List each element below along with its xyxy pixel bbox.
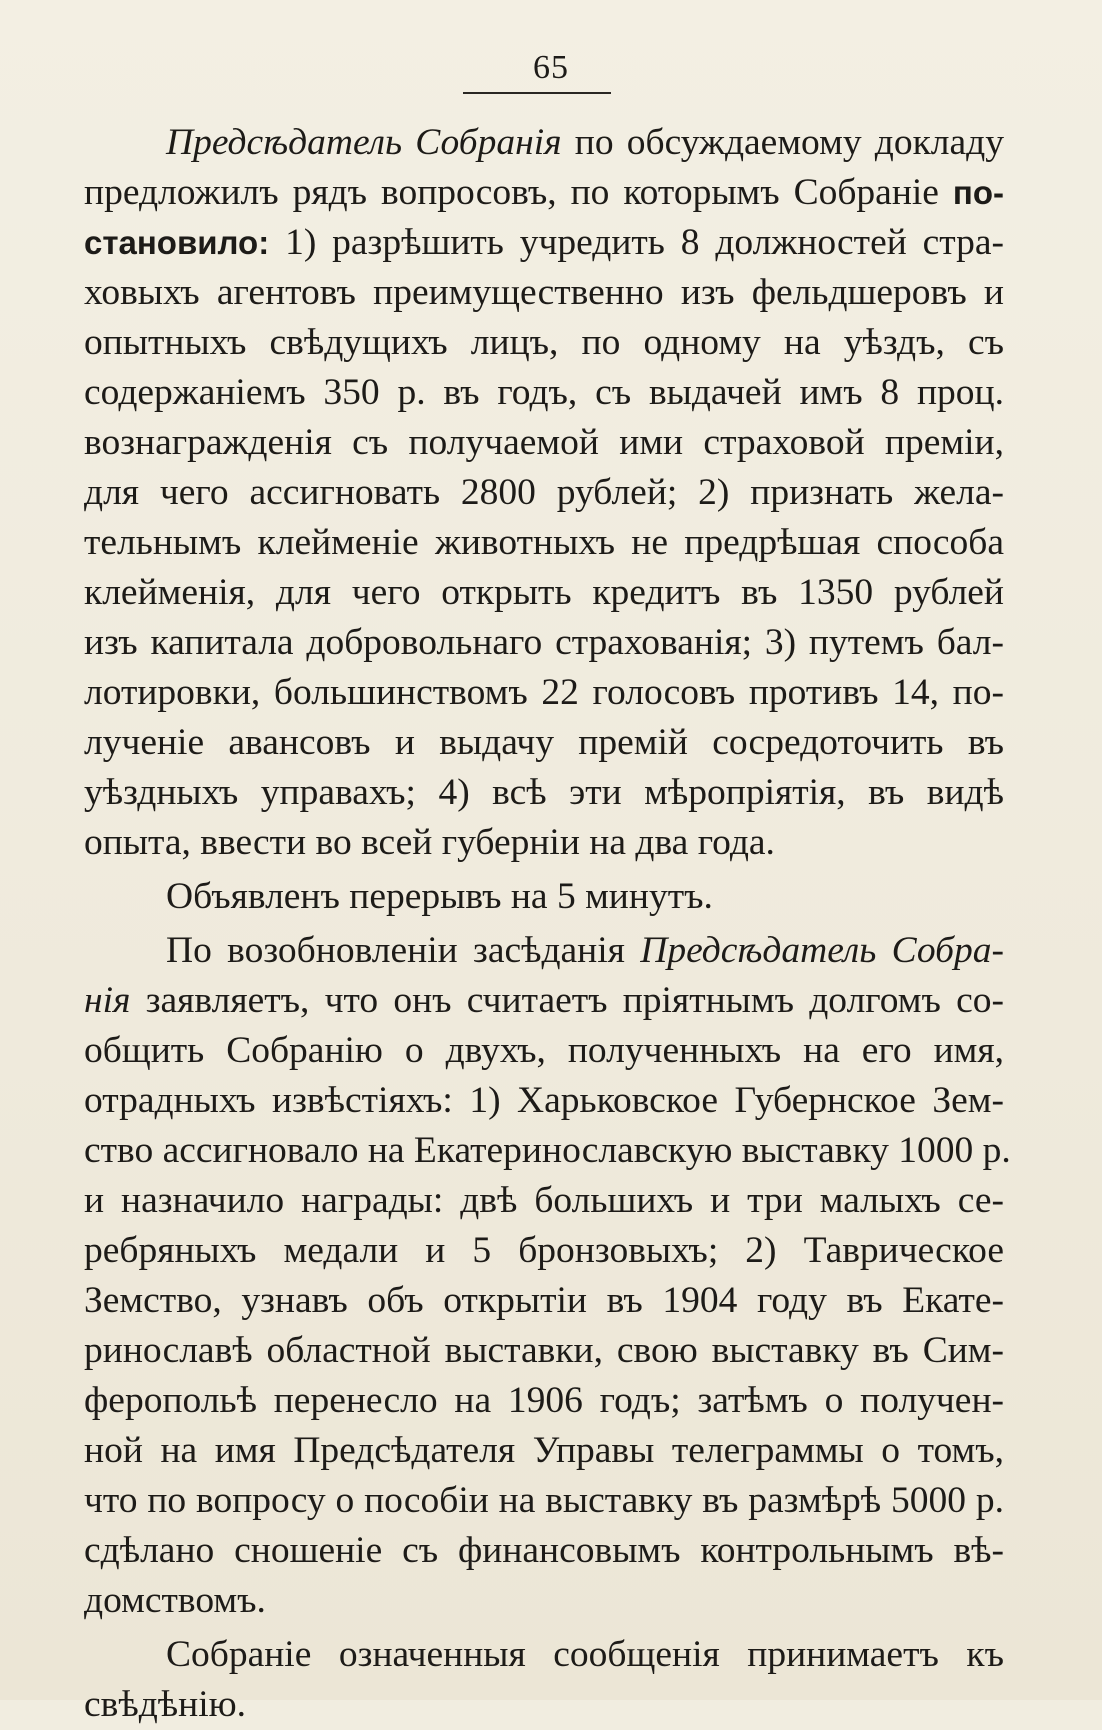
text-line bbox=[84, 872, 1004, 922]
text-line bbox=[84, 926, 1004, 976]
italic-text: нія bbox=[84, 980, 131, 1021]
text-line bbox=[84, 568, 1004, 618]
text-run: предложилъ рядъ вопросовъ, по которымъ Собраніе bbox=[84, 172, 953, 213]
bold-text: становило: bbox=[84, 224, 270, 261]
text-line bbox=[84, 976, 1004, 1026]
text-run: заявляетъ, что онъ считаетъ пріятнымъ долгомъ со- bbox=[130, 980, 1004, 1021]
text-run: ховыхъ агентовъ преимущественно изъ фельдшеровъ и bbox=[84, 272, 1004, 313]
body-text bbox=[84, 118, 1011, 1730]
text-line bbox=[84, 1326, 1004, 1376]
text-run: феропольѣ перенесло на 1906 годъ; затѣмъ о получен- bbox=[84, 1380, 1004, 1421]
text-line bbox=[84, 418, 1004, 468]
text-run: опыта, ввести во всей губерніи на два года. bbox=[84, 822, 775, 863]
text-line bbox=[84, 318, 1004, 368]
text-line bbox=[84, 1126, 1011, 1176]
paragraph bbox=[84, 926, 1011, 1626]
text-run: сдѣлано сношеніе съ финансовымъ контрольнымъ вѣ- bbox=[84, 1530, 1004, 1571]
text-run: вознагражденія съ получаемой ими страховой преміи, bbox=[84, 422, 1004, 463]
text-line bbox=[84, 1376, 1004, 1426]
text-line bbox=[84, 1476, 1004, 1526]
text-run: Собраніе означенныя сообщенія принимаетъ къ bbox=[166, 1634, 1004, 1675]
bold-text: по- bbox=[952, 174, 1004, 211]
text-line bbox=[84, 1630, 1004, 1680]
text-line bbox=[84, 368, 1004, 418]
text-run: уѣздныхъ управахъ; 4) всѣ эти мѣропріятія, въ видѣ bbox=[84, 772, 1004, 813]
text-run: ребряныхъ медали и 5 бронзовыхъ; 2) Таврическое bbox=[84, 1230, 1004, 1271]
text-line bbox=[84, 1426, 1004, 1476]
text-run: изъ капитала добровольнаго страхованія; 3) путемъ бал- bbox=[84, 622, 1004, 663]
text-line bbox=[84, 518, 1004, 568]
paragraph bbox=[84, 118, 1004, 868]
text-run: ство ассигновало на Екатеринославскую выставку 1000 р. bbox=[84, 1130, 1011, 1171]
text-line bbox=[84, 818, 1004, 868]
text-run: ной на имя Предсѣдателя Управы телеграммы о томъ, bbox=[84, 1430, 1004, 1471]
text-run: По возобновленіи засѣданія bbox=[166, 930, 641, 971]
text-line bbox=[84, 468, 1004, 518]
text-run: Объявленъ перерывъ на 5 минутъ. bbox=[166, 876, 713, 917]
header-rule bbox=[463, 92, 611, 94]
text-run: 1) разрѣшить учредить 8 должностей стра- bbox=[269, 222, 1004, 263]
text-line bbox=[84, 1026, 1004, 1076]
text-run: ринославѣ областной выставки, свою выставку въ Сим- bbox=[84, 1330, 1004, 1371]
text-line bbox=[84, 1680, 1004, 1730]
text-line bbox=[84, 1226, 1004, 1276]
italic-text: Предсѣдатель Собранія bbox=[166, 122, 562, 163]
text-run: отрадныхъ извѣстіяхъ: 1) Харьковское Губернское Зем- bbox=[84, 1080, 1004, 1121]
paragraph bbox=[84, 872, 1004, 922]
text-line bbox=[84, 1276, 1004, 1326]
page-number: 65 bbox=[533, 49, 569, 86]
text-run: тельнымъ клейменіе животныхъ не предрѣшая способа bbox=[84, 522, 1004, 563]
text-run: и назначило награды: двѣ большихъ и три малыхъ се- bbox=[84, 1180, 1004, 1221]
text-run: общить Собранію о двухъ, полученныхъ на его имя, bbox=[84, 1030, 1004, 1071]
text-run: по обсуждаемому докладу bbox=[561, 122, 1004, 163]
text-line bbox=[84, 1576, 1004, 1626]
italic-text: Предсѣдатель Собра- bbox=[640, 930, 1005, 971]
text-run: клейменія, для чего открыть кредитъ въ 1350 рублей bbox=[84, 572, 1004, 613]
paragraph bbox=[84, 1630, 1004, 1730]
text-run: свѣдѣнію. bbox=[84, 1684, 247, 1725]
text-line bbox=[84, 718, 1004, 768]
text-run: что по вопросу о пособіи на выставку въ размѣрѣ 5000 р. bbox=[84, 1480, 1004, 1521]
text-line bbox=[84, 1076, 1004, 1126]
text-run: лученіе авансовъ и выдачу премій сосредоточить въ bbox=[84, 722, 1004, 763]
text-run: домствомъ. bbox=[84, 1580, 266, 1621]
text-run: Земство, узнавъ объ открытіи въ 1904 году въ Екате- bbox=[84, 1280, 1004, 1321]
text-run: опытныхъ свѣдущихъ лицъ, по одному на уѣздъ, съ bbox=[84, 322, 1004, 363]
text-line bbox=[84, 618, 1004, 668]
text-line bbox=[84, 118, 1004, 168]
text-run: для чего ассигновать 2800 рублей; 2) признать жела- bbox=[84, 472, 1004, 513]
text-line bbox=[84, 768, 1004, 818]
text-run: лотировки, большинствомъ 22 голосовъ противъ 14, по- bbox=[84, 672, 1004, 713]
text-line bbox=[84, 668, 1004, 718]
text-run: содержаніемъ 350 р. въ годъ, съ выдачей имъ 8 проц. bbox=[84, 372, 1004, 413]
text-line bbox=[84, 218, 1004, 268]
text-line bbox=[84, 1526, 1004, 1576]
text-line bbox=[84, 268, 1004, 318]
text-line bbox=[84, 168, 1004, 218]
text-line bbox=[84, 1176, 1004, 1226]
